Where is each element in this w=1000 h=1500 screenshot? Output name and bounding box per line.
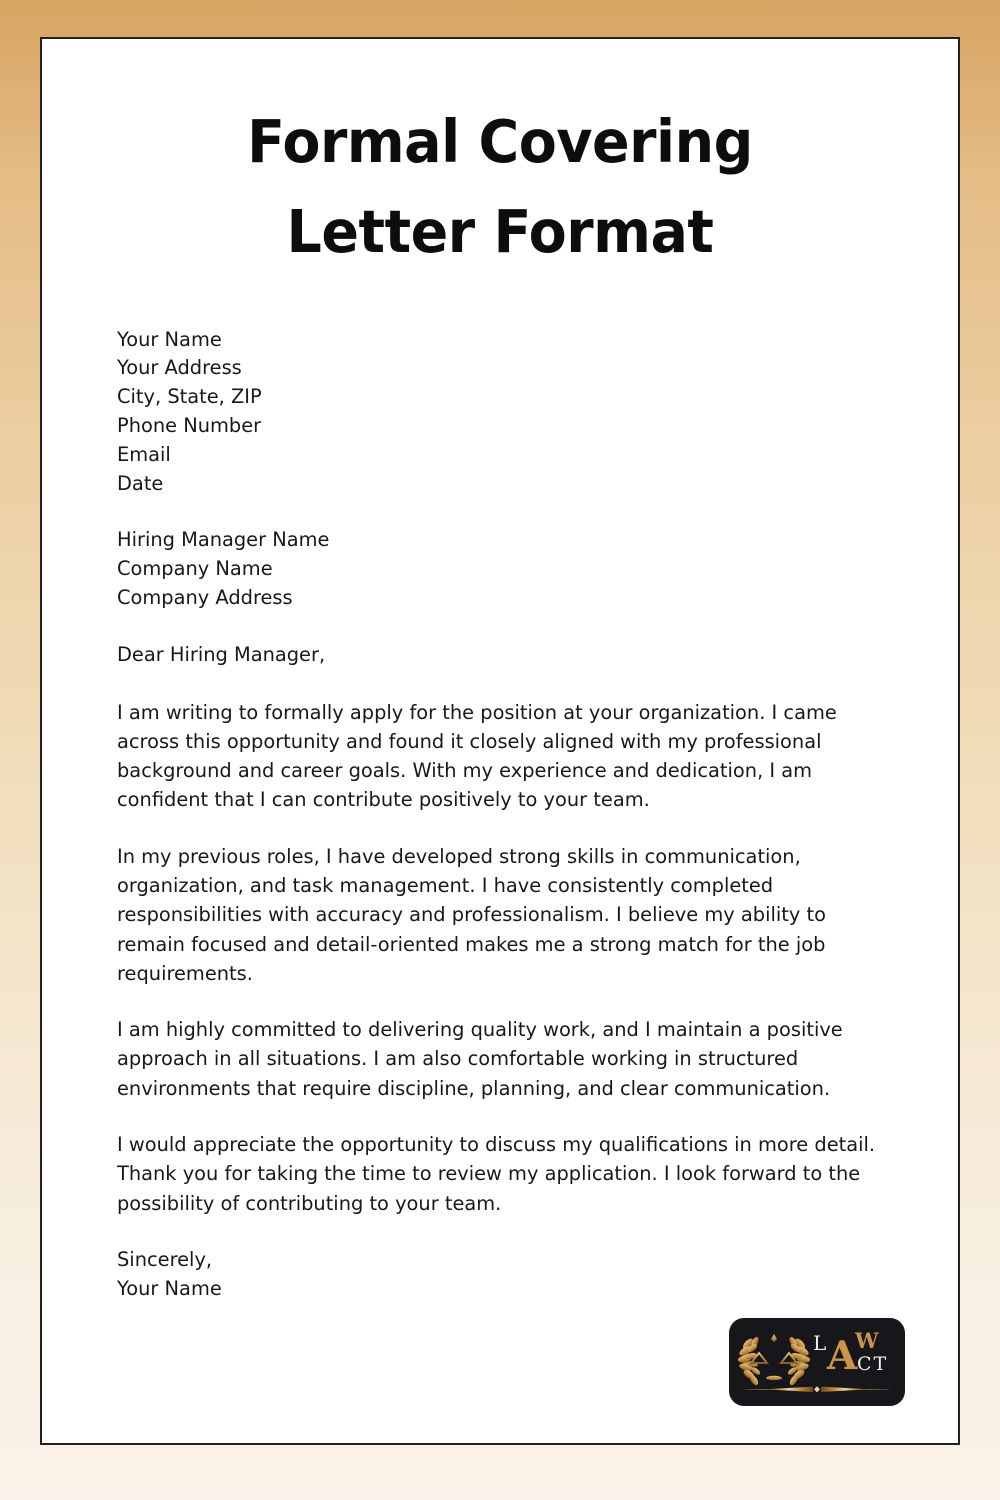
spacer — [117, 613, 883, 641]
body-paragraph: I am highly committed to delivering quality work, and I maintain a positive approach in all situations. I am also comfortable working in structured environments that require discipline, planning, and clear communication. — [117, 1018, 843, 1100]
signature-name: Your Name — [117, 1276, 222, 1300]
letter-body — [42, 326, 958, 1304]
sender-line: Phone Number — [117, 413, 262, 437]
sender-line: Email — [117, 442, 171, 466]
spacer — [117, 815, 883, 842]
sender-line: Date — [117, 471, 164, 495]
spacer — [117, 988, 883, 1015]
law-act-logo — [729, 1318, 905, 1406]
body-paragraph: I would appreciate the opportunity to discuss my qualifications in more detail. Thank you for taking the time to review my application. I look forward to the possibility of contributing to your team. — [117, 1133, 876, 1215]
sender-line: City, State, ZIP — [117, 385, 262, 409]
title-line-1: Formal Covering — [247, 107, 753, 176]
sender-line: Your Name — [117, 327, 222, 351]
logo-letter-w: W — [855, 1328, 879, 1353]
recipient-line: Company Name — [117, 557, 273, 581]
logo-letter-a: A — [827, 1333, 858, 1379]
body-paragraph: I am writing to formally apply for the position at your organization. I came across this opportunity and found it closely aligned with my professional background and career goals. With my experience and dedication, I am confident that I can contribute positively to your team. — [117, 700, 837, 812]
sender-line: Your Address — [117, 356, 242, 380]
spacer — [117, 498, 883, 526]
sender-block — [117, 326, 883, 499]
recipient-line: Company Address — [117, 585, 293, 609]
logo-wordmark — [811, 1325, 903, 1389]
spacer — [117, 1218, 883, 1246]
salutation: Dear Hiring Manager, — [117, 642, 326, 666]
spacer — [117, 1103, 883, 1130]
title-line-2: Letter Format — [286, 197, 714, 267]
letter-page — [40, 37, 960, 1445]
logo-letter-l: L — [813, 1331, 827, 1355]
logo-letters-ct: CT — [857, 1353, 889, 1375]
recipient-line: Hiring Manager Name — [117, 528, 330, 552]
recipient-block — [117, 526, 883, 612]
body-paragraph: In my previous roles, I have developed strong skills in communication, organization, and task management. I have consistently completed responsibilities with accuracy and professionalism. I believe my ability to remain focused and detail-oriented makes me a strong match for the job requirements. — [117, 844, 826, 985]
page-title — [42, 39, 958, 278]
scales-of-justice-laurel-wreath-icon — [737, 1325, 811, 1389]
spacer — [117, 670, 883, 698]
closing-line: Sincerely, — [117, 1247, 213, 1271]
logo-divider-ornament — [745, 1385, 889, 1393]
